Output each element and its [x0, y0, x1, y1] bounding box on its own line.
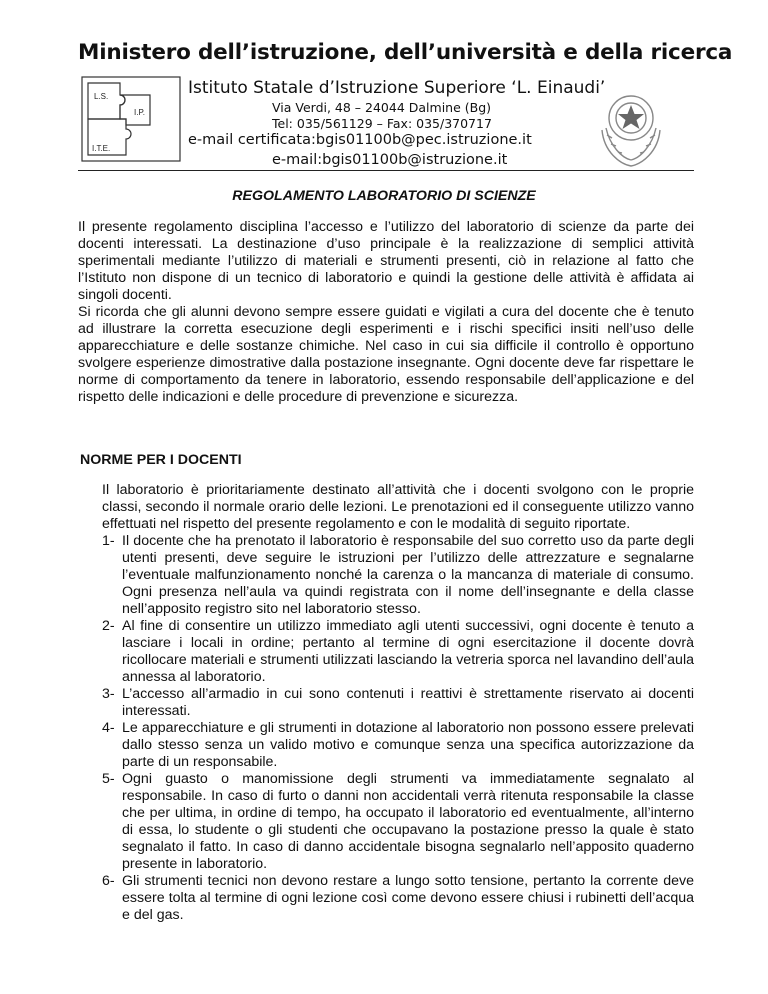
ministry-heading: Ministero dell’istruzione, dell’università e della ricerca [78, 40, 733, 65]
list-item [102, 686, 694, 720]
institute-address: Via Verdi, 48 – 24044 Dalmine (Bg) [272, 100, 492, 115]
rule-number: 1- [102, 533, 115, 549]
email-label: e-mail: [272, 152, 323, 168]
list-item [102, 873, 694, 924]
list-item [102, 771, 694, 873]
rule-text: Gli strumenti tecnici non devono restare a lungo sotto tensione, pertanto la corrente deve essere tolta al termine di ogni lezione così come devono essere chiusi i rubinetti dell’acqua e del gas. [122, 873, 694, 923]
logo-label-ip: I.P. [134, 108, 145, 117]
pec-address[interactable]: bgis01100b@pec.istruzione.it [315, 132, 532, 148]
section-intro: Il laboratorio è prioritariamente destinato all’attività che i docenti svolgono con le proprie classi, secondo il normale orario delle lezioni. Le prenotazioni ed il conseguente utilizzo vanno effettuati nel rispetto del presente regolamento e con le modalità di seguito riportate. [102, 482, 694, 532]
rule-text: Ogni guasto o manomissione degli strumenti va immediatamente segnalato al responsabile. In caso di furto o danni non accidentali verrà ritenuta responsabile la classe che per ultima, in ordine di tempo, ha occupato il laboratorio ed eventualmente, all’interno di essa, lo studente o gli studenti che occupavano la postazione presso la quale è stato segnalato il fatto. In caso di danno accidentale bisogna segnalarlo nell’apposito quaderno presente in laboratorio. [122, 771, 694, 872]
rule-text: L’accesso all’armadio in cui sono contenuti i reattivi è strettamente riservato ai docenti interessati. [122, 686, 694, 719]
intro-paragraph: Si ricorda che gli alunni devono sempre essere guidati e vigilati a cura del docente che è tenuto ad illustrare la corretta esecuzione degli esperimenti e i rischi specifici insiti nell’uso delle apparecchiature e delle sostanze chimiche. Nel caso in cui sia difficile il controllo è opportuno svolgere esperienze dimostrative dalla postazione insegnante. Ogni docente deve far rispettare le norme di comportamento da tenere in laboratorio, essendo responsabile dell’applicazione e del rispetto delle indicazioni e delle procedure di prevenzione e sicurezza. [78, 304, 694, 405]
pec-line [188, 132, 532, 148]
rule-number: 4- [102, 720, 115, 736]
rule-number: 6- [102, 873, 115, 889]
list-item [102, 533, 694, 618]
header-divider [78, 170, 694, 171]
list-item [102, 720, 694, 771]
document-title: REGOLAMENTO LABORATORIO DI SCIENZE [232, 188, 536, 204]
email-line [272, 152, 507, 168]
republic-emblem-icon [590, 80, 672, 170]
intro-text [78, 219, 694, 406]
rule-number: 3- [102, 686, 115, 702]
rule-text: Il docente che ha prenotato il laboratorio è responsabile del suo corretto uso da parte degli utenti presenti, deve seguire le istruzioni per l’utilizzo delle attrezzature e segnalarne l’eventuale malfunzionamento nonché la carenza o la mancanza di materiale di consumo. Ogni presenza nell’aula va quindi registrata con il nome dell’insegnante e della classe nell’apposito registro sito nel laboratorio stesso. [122, 533, 694, 617]
rules-section [102, 482, 694, 924]
list-item [102, 618, 694, 686]
logo-label-ite: I.T.E. [92, 144, 111, 153]
logo-label-ls: L.S. [94, 92, 109, 101]
institute-name: Istituto Statale d’Istruzione Superiore ‘L. Einaudi’ [188, 78, 606, 98]
rule-number: 2- [102, 618, 115, 634]
rules-list [102, 533, 694, 924]
email-address[interactable]: bgis01100b@istruzione.it [322, 152, 508, 168]
school-puzzle-logo [80, 75, 184, 163]
pec-label: e-mail certificata: [188, 132, 316, 148]
rule-text: Al fine di consentire un utilizzo immediato agli utenti successivi, ogni docente è tenuto a lasciare i locali in ordine; pertanto al termine di ogni esercitazione il docente dovrà ricollocare materiali e strumenti utilizzati lasciando la vetreria sporca nel lavandino dell’aula annessa al laboratorio. [122, 618, 694, 685]
intro-paragraph: Il presente regolamento disciplina l’accesso e l’utilizzo del laboratorio di scienze da parte dei docenti interessati. La destinazione d’uso principale è la realizzazione di semplici attività sperimentali mediante l’utilizzo di materiali e strumenti presenti, ciò in relazione al fatto che l’Istituto non dispone di un tecnico di laboratorio e quindi la gestione delle attività è affidata ai singoli docenti. [78, 219, 694, 303]
section-heading: NORME PER I DOCENTI [80, 452, 242, 468]
rule-number: 5- [102, 771, 115, 787]
institute-phone: Tel: 035/561129 – Fax: 035/370717 [272, 116, 492, 131]
rule-text: Le apparecchiature e gli strumenti in dotazione al laboratorio non possono essere prelevati dallo stesso senza un valido motivo e comunque senza una specifica autorizzazione da parte di un responsabile. [122, 720, 694, 770]
